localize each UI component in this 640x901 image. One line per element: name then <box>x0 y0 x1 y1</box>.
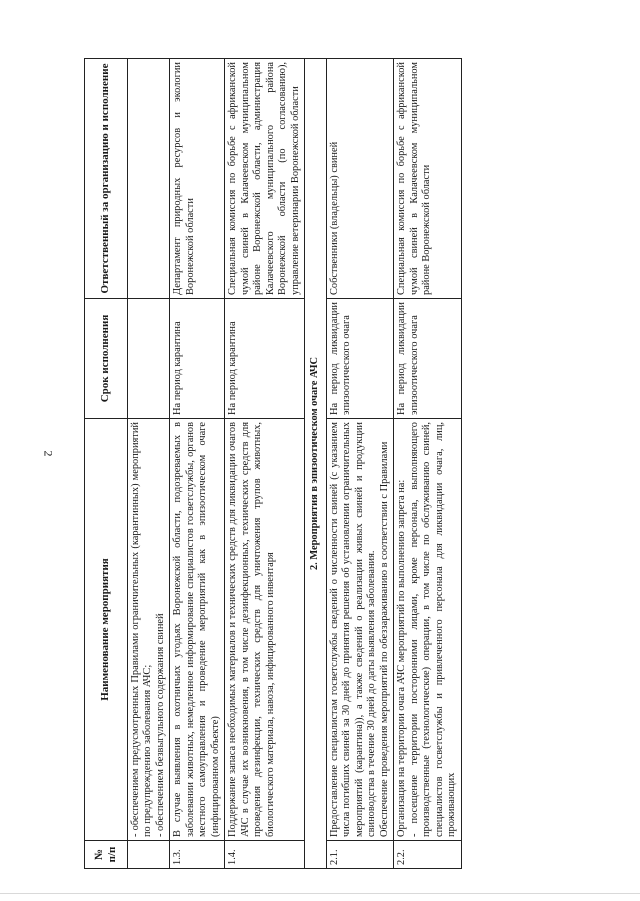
row-num <box>128 841 170 869</box>
row-name <box>225 419 305 841</box>
row-responsible: Департамент природных ресурсов и экологии Воронежской области <box>170 59 225 299</box>
row-responsible: Собственники (владельцы) свиней <box>326 59 393 299</box>
table-row <box>394 59 461 869</box>
row-name-line: Обеспечение проведения мероприятий по обеззараживанию в соответствии с Правилами <box>378 441 390 837</box>
row-responsible: Специальная комиссия по борьбе с африканской чумой свиней в Калачеевском муниципальном районе Воронежской области <box>394 59 461 299</box>
row-num: 1.4. <box>225 841 305 869</box>
row-deadline: На период ликвидации эпизоотического очага <box>326 299 393 419</box>
section-title: 2. Мероприятия в эпизоотическом очаге АЧС <box>305 59 326 869</box>
header-num: № п/п <box>85 841 128 869</box>
header-responsible: Ответственный за организацию и исполнение <box>85 59 128 299</box>
row-num: 1.3. <box>170 841 225 869</box>
row-name-line: Организация на территории очага АЧС мероприятий по выполнению запрета на: <box>396 479 408 837</box>
row-name-line: Предоставление специалистам госветслужбы сведений о численности свиней (с указанием числа погибших свиней за 30 дней до принятия решения об установлении ограничительных мероприятий (карантина)), а также сведений о реализации живых свиней и продукции свиноводства в течение 30 дней до даты выявления заболевания. <box>328 422 378 837</box>
row-num: 2.1. <box>326 841 393 869</box>
row-responsible: Специальная комиссия по борьбе с африканской чумой свиней в Калачеевском муниципальном районе Воронежской области, администрация Калачеевского муниципального района Воронежской области (по согласованию), управление ветеринарии Воронежской области <box>225 59 305 299</box>
table-row <box>225 59 305 869</box>
header-deadline: Срок исполнения <box>85 299 128 419</box>
table-row <box>326 59 393 869</box>
row-name-line: - обеспечением предусмотренных Правилами ограничительных (карантинных) мероприятий по предупреждению заболевания АЧС; <box>130 422 154 837</box>
row-name-line: В случае выявления в охотничьих угодьях Воронежской области, подозреваемых в заболевании животных, немедленное информирование специалистов госветслужбы, органов местного самоуправления и проведение мероприятий как в эпизоотическом очаге (инфицированном объекте) <box>172 422 221 837</box>
scan-edge-line <box>0 893 640 894</box>
rotated-page-content <box>84 59 554 869</box>
row-deadline: На период карантина <box>225 299 305 419</box>
row-deadline: На период ликвидации эпизоотического очага <box>394 299 461 419</box>
table-row <box>128 59 170 869</box>
row-name <box>326 419 393 841</box>
row-name-line: - обеспечением безвыгульного содержания свиней <box>154 613 166 837</box>
row-name <box>128 419 170 841</box>
header-name: Наименование мероприятия <box>85 419 128 841</box>
measures-table <box>84 58 462 869</box>
row-responsible <box>128 59 170 299</box>
row-deadline: На период карантина <box>170 299 225 419</box>
table-row <box>170 59 225 869</box>
row-name-line: Поддержание запаса необходимых материалов и технических средств для ликвидации очагов АЧС в случае их возникновения, в том числе дезинфекционных, технических средств для проведения дезинфекции, технических средств для уничтожения трупов животных, биологического материала, навоза, инфицированного инвентаря <box>227 422 276 837</box>
page-number: 2 <box>41 450 56 457</box>
section-row <box>305 59 326 869</box>
row-name <box>170 419 225 841</box>
row-name-line: - посещение территории посторонними лицами, кроме персонала, выполняющего производственные (технологические) операции, в том числе по обслуживанию свиней, специалистов госветслужбы и привлеченного персонала для ликвидации очага, лиц, проживающих <box>408 422 458 837</box>
row-name <box>394 419 461 841</box>
row-deadline <box>128 299 170 419</box>
row-num: 2.2. <box>394 841 461 869</box>
table-header-row <box>85 59 128 869</box>
